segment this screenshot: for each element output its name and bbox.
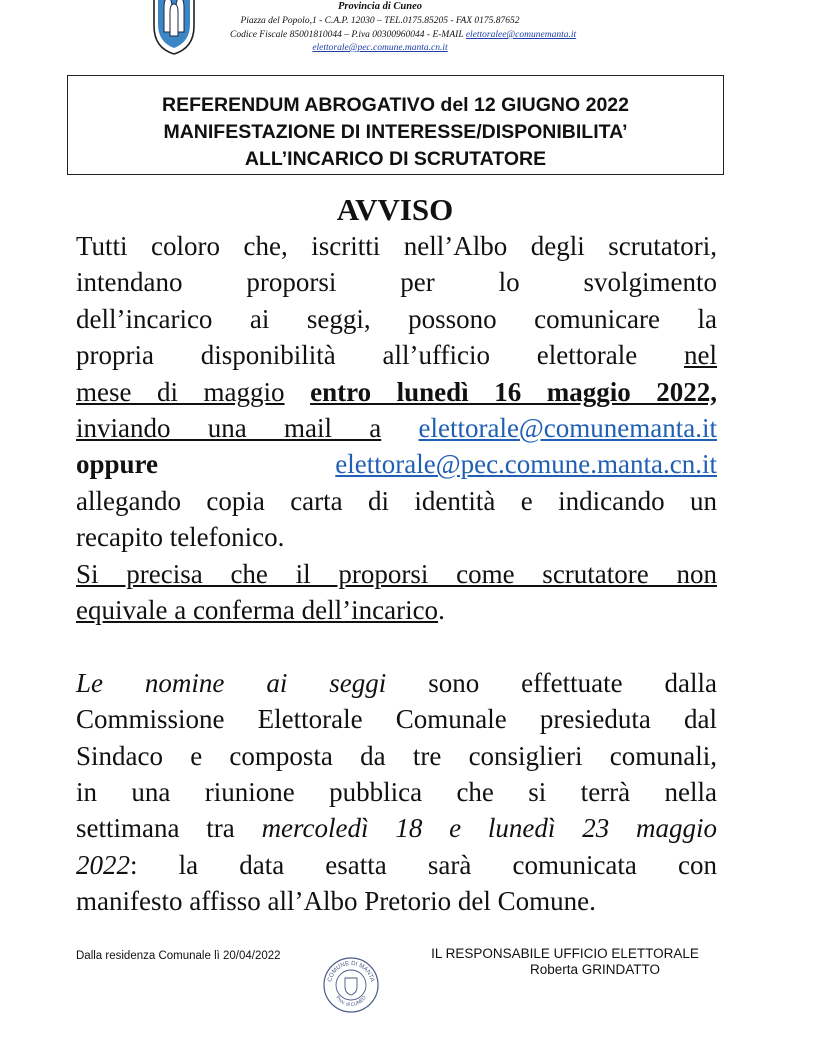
body-line: Sindaco e composta da tre consiglieri comunali, xyxy=(76,740,717,771)
header-pec-link[interactable]: elettorale@pec.comune.manta.cn.it xyxy=(312,43,448,53)
notice-heading: AVVISO xyxy=(336,192,454,227)
italic-text: 2022 xyxy=(76,849,130,880)
header-pec-line xyxy=(230,43,530,54)
body-text: sono effettuate dalla xyxy=(428,667,717,698)
body-line: recapito telefonico. xyxy=(76,522,285,553)
office-title: IL RESPONSABILE UFFICIO ELETTORALE xyxy=(431,946,699,961)
underlined-text: mese di maggio xyxy=(76,376,285,407)
province-name: Provincia di Cuneo xyxy=(337,1,422,12)
italic-text: Le nomine ai seggi xyxy=(76,667,387,698)
email-link-2[interactable]: elettorale@pec.comune.manta.cn.it xyxy=(335,449,717,480)
word: proporsi xyxy=(246,267,337,298)
header-email-link[interactable]: elettoralee@comunemanta.it xyxy=(465,30,577,40)
notice-body xyxy=(76,228,717,920)
municipal-crest-icon xyxy=(150,0,198,56)
word: per xyxy=(400,267,435,298)
body-line xyxy=(76,810,717,846)
word: lo xyxy=(498,267,520,298)
body-line: dell’incarico ai seggi, possono comunicare la xyxy=(76,303,717,334)
title-line-2: MANIFESTAZIONE DI INTERESSE/DISPONIBILITA’ xyxy=(163,121,628,143)
signature-block xyxy=(400,946,730,978)
signatory-name: Roberta GRINDATTO xyxy=(529,962,661,977)
body-line: allegando copia carta di identità e indicando un xyxy=(76,485,717,516)
italic-text: mercoledì 18 e lunedì 23 maggio xyxy=(261,813,717,844)
body-line xyxy=(76,264,717,300)
underlined-text: nel xyxy=(684,340,717,371)
underlined-text: inviando una mail a xyxy=(76,413,382,444)
stamp-text-bottom: Prov. di CUNEO xyxy=(334,994,368,1009)
body-text: propria disponibilità all’ufficio elettorale xyxy=(76,340,638,371)
header-address: Piazza del Popolo,1 - C.A.P. 12030 – TEL.0175.85205 - FAX 0175.87652 xyxy=(240,16,520,26)
body-line xyxy=(76,847,717,883)
body-text: . xyxy=(438,595,445,626)
body-line xyxy=(76,446,717,482)
header-fiscal-line xyxy=(230,30,577,41)
body-line xyxy=(76,337,717,373)
body-text: : la data esatta sarà comunicata con xyxy=(130,849,717,880)
stamp-text-top: COMUNE DI MANTA xyxy=(327,960,375,983)
body-line: manifesto affisso all’Albo Pretorio del Comune. xyxy=(76,886,596,917)
paragraph-gap xyxy=(76,628,717,664)
body-line xyxy=(76,410,717,446)
body-line: Tutti coloro che, iscritti nell’Albo degli scrutatori, xyxy=(76,231,717,261)
word: intendano xyxy=(76,267,183,298)
body-line: in una riunione pubblica che si terrà nella xyxy=(76,777,717,808)
body-line xyxy=(76,665,717,701)
title-box xyxy=(67,75,724,175)
email-link-1[interactable]: elettorale@comunemanta.it xyxy=(418,413,717,444)
oppure-text: oppure xyxy=(76,449,159,480)
body-text: settimana tra xyxy=(76,813,235,844)
footer-date: Dalla residenza Comunale lì 20/04/2022 xyxy=(76,950,281,962)
underlined-text: equivale a conferma dell’incarico xyxy=(76,595,439,626)
word: svolgimento xyxy=(583,267,718,298)
title-line-1: REFERENDUM ABROGATIVO del 12 GIUGNO 2022 xyxy=(161,94,629,116)
body-line xyxy=(76,374,717,410)
fiscal-code: Codice Fiscale 85001810044 – P.iva 00300960044 - E-MAIL xyxy=(230,30,464,40)
body-line xyxy=(76,592,717,628)
svg-text:Prov. di CUNEO xyxy=(334,995,367,1008)
title-line-3: ALL’INCARICO DI SCRUTATORE xyxy=(244,148,547,170)
municipal-stamp-icon xyxy=(322,956,380,1014)
body-line: Commissione Elettorale Comunale presieduta dal xyxy=(76,704,717,735)
body-line: Si precisa che il proporsi come scrutatore non xyxy=(76,558,717,589)
deadline-text: entro lunedì 16 maggio 2022, xyxy=(310,376,718,407)
